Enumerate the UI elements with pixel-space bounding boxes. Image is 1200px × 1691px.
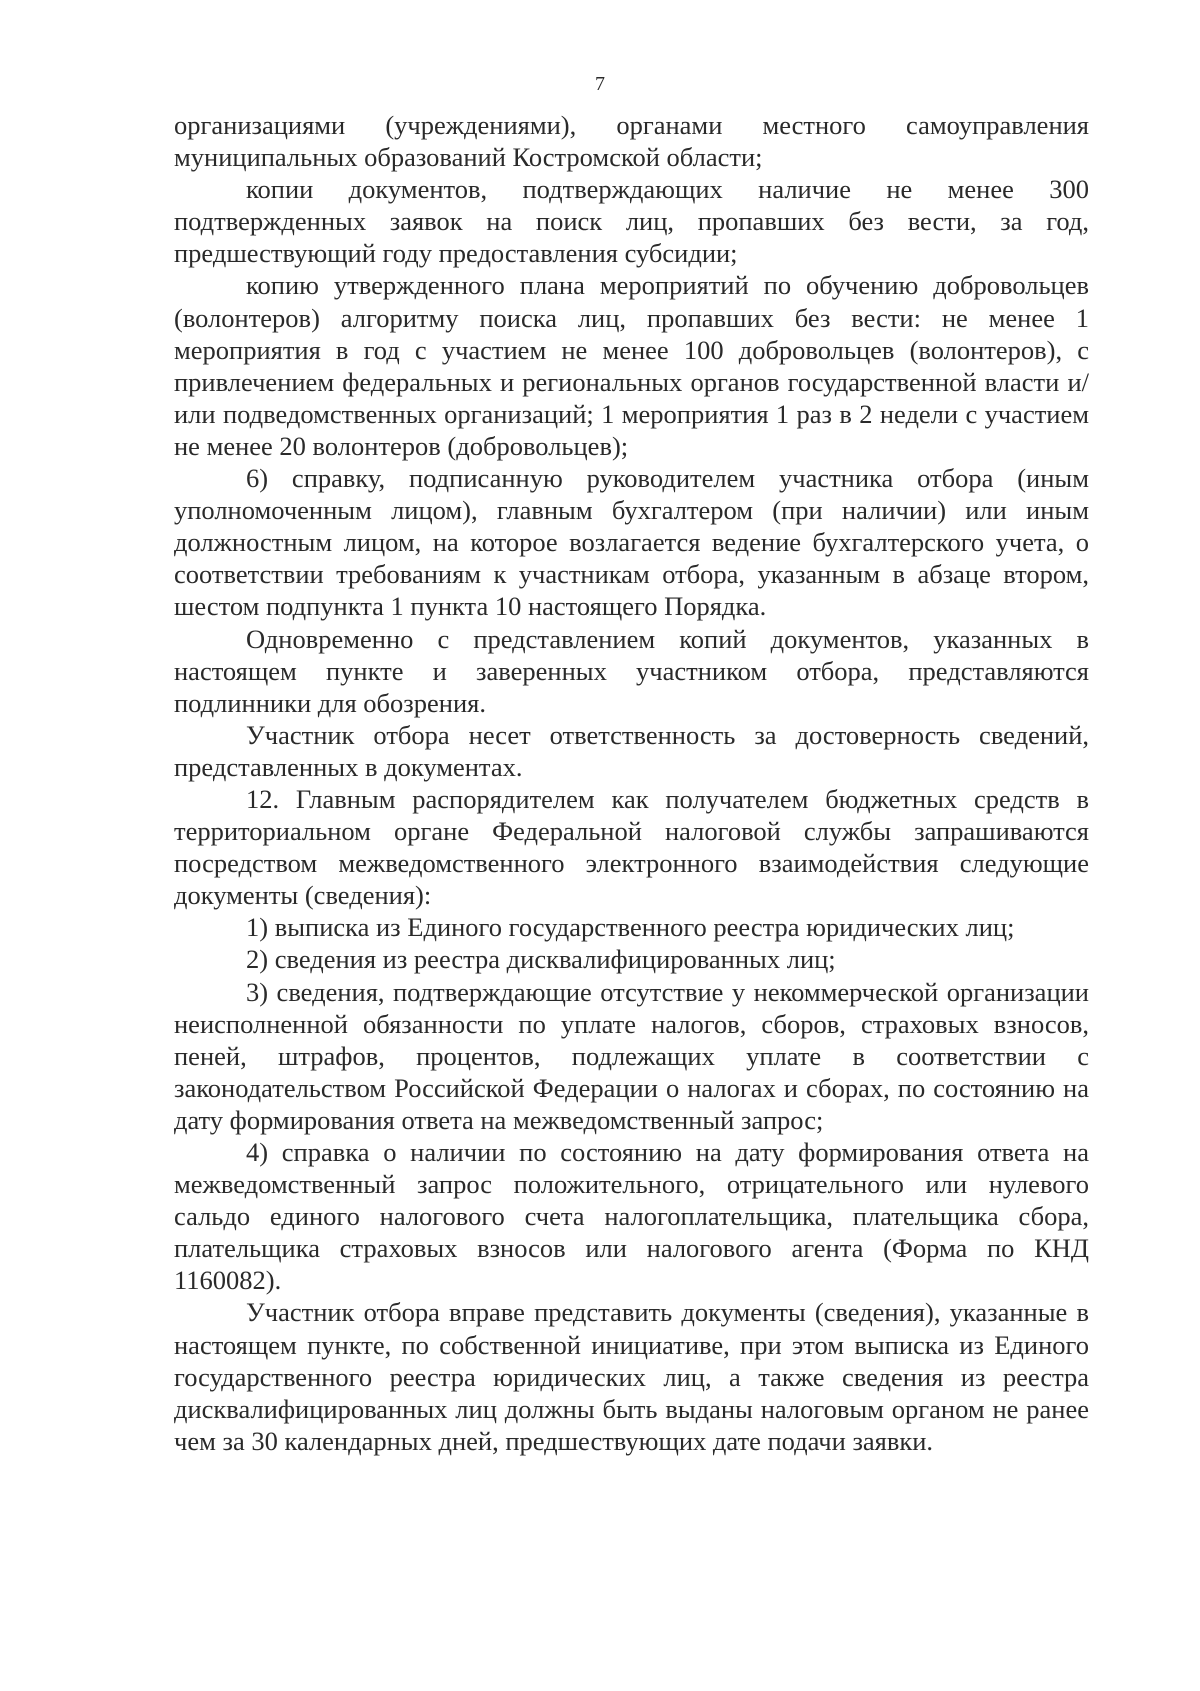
paragraph: 1) выписка из Единого государственного реестра юридических лиц; <box>246 912 1015 943</box>
paragraph: 4) справка о наличии по состоянию на дату формирования ответа на межведомственный запрос положительного, отрицательного или нулевого сальдо единого налогового счета налогоплательщика, плательщика сбора, плательщика страховых взносов или налогового агента (Форма по КНД 1160082). <box>174 1137 1089 1296</box>
paragraph: 2) сведения из реестра дисквалифицированных лиц; <box>246 944 836 975</box>
paragraph: Участник отбора вправе представить документы (сведения), указанные в настоящем пункте, по собственной инициативе, при этом выписка из Единого государственного реестра юридических лиц, а также сведения из реестра дисквалифицированных лиц должны быть выданы налоговым органом не ранее чем за 30 календарных дней, предшествующих дате подачи заявки. <box>174 1297 1089 1456</box>
paragraph: копии документов, подтверждающих наличие не менее 300 подтвержденных заявок на поиск лиц, пропавших без вести, за год, предшествующий году предоставления субсидии; <box>174 174 1089 269</box>
paragraph: 6) справку, подписанную руководителем участника отбора (иным уполномоченным лицом), главным бухгалтером (при наличии) или иным должностным лицом, на которое возлагается ведение бухгалтерского учета, о соответствии требованиям к участникам отбора, указанным в абзаце втором, шестом подпункта 1 пункта 10 настоящего Порядка. <box>174 463 1089 622</box>
paragraph: 3) сведения, подтверждающие отсутствие у некоммерческой организации неисполненной обязанности по уплате налогов, сборов, страховых взносов, пеней, штрафов, процентов, подлежащих уплате в соответствии с законодательством Российской Федерации о налогах и сборах, по состоянию на дату формирования ответа на межведомственный запрос; <box>174 976 1089 1135</box>
paragraph: организациями (учреждениями), органами местного самоуправления муниципальных образований Костромской области; <box>174 110 1089 173</box>
page-number: 7 <box>595 73 605 95</box>
paragraph: Одновременно с представлением копий документов, указанных в настоящем пункте и заверенных участником отбора, представляются подлинники для обозрения. <box>174 623 1089 718</box>
paragraph: Участник отбора несет ответственность за достоверность сведений, представленных в документах. <box>174 719 1089 782</box>
document-body <box>174 109 1089 1457</box>
paragraph: 12. Главным распорядителем как получателем бюджетных средств в территориальном органе Федеральной налоговой службы запрашиваются посредством межведомственного электронного взаимодействия следующие документы (сведения): <box>174 783 1089 911</box>
paragraph: копию утвержденного плана мероприятий по обучению добровольцев (волонтеров) алгоритму поиска лиц, пропавших без вести: не менее 1 мероприятия в год с участием не менее 100 добровольцев (волонтеров), с привлечением федеральных и региональных органов государственной власти и/или подведомственных организаций; 1 мероприятия 1 раз в 2 недели с участием не менее 20 волонтеров (добровольцев); <box>174 270 1089 461</box>
